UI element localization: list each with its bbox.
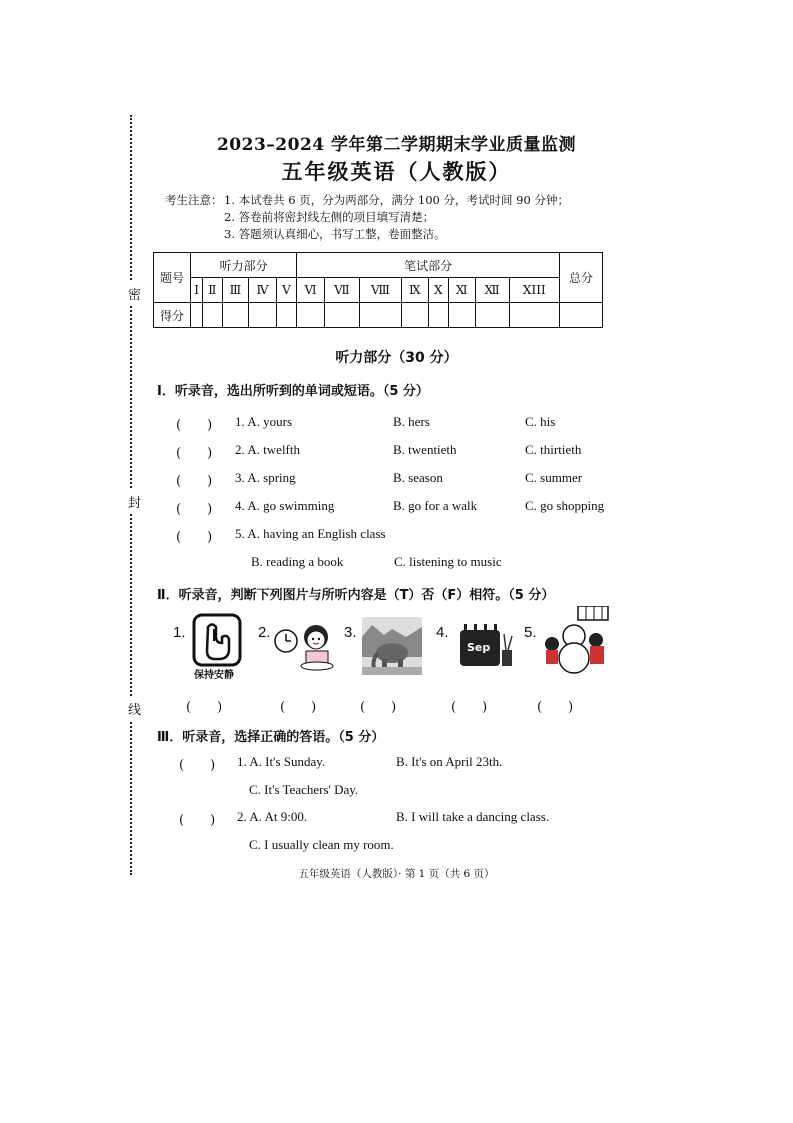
seal-char-xian: 线 xyxy=(128,697,141,720)
total-score-cell[interactable] xyxy=(560,303,603,328)
page-footer: 五年级英语（人教版）· 第 1 页（共 6 页） xyxy=(298,868,495,880)
writing-part-header: 笔试部分 xyxy=(297,253,560,278)
pic-number-1: 1. xyxy=(173,624,186,641)
col-3: Ⅲ xyxy=(222,278,249,303)
col-1: Ⅰ xyxy=(191,278,203,303)
col-2: Ⅱ xyxy=(203,278,222,303)
score-cell[interactable] xyxy=(222,303,249,328)
col-9: Ⅸ xyxy=(402,278,429,303)
quiet-sign-image xyxy=(190,613,244,683)
score-cell[interactable] xyxy=(428,303,448,328)
q3-item1-option-c: C. It's Teachers' Day. xyxy=(249,782,359,797)
exam-title: 2023–2024 学年第二学期期末学业质量监测 xyxy=(216,135,577,155)
score-cell[interactable] xyxy=(249,303,277,328)
q3-item2-option-a: 2. A. At 9:00. xyxy=(237,809,308,824)
q1-item1-option-a: 1. A. yours xyxy=(235,414,293,429)
score-cell[interactable] xyxy=(448,303,475,328)
score-table xyxy=(153,252,603,328)
answer-paren[interactable]: ( ) xyxy=(451,700,488,715)
notice-1: 1. 本试卷共 6 页，分为两部分，满分 100 分，考试时间 90 分钟； xyxy=(224,193,569,207)
score-cell[interactable] xyxy=(324,303,359,328)
q1-item1-option-c: C. his xyxy=(525,414,556,429)
q1-heading: Ⅰ．听录音，选出所听到的单词或短语。（5 分） xyxy=(157,384,429,399)
answer-paren[interactable]: ( ) xyxy=(179,813,216,828)
q3-item1-option-a: 1. A. It's Sunday. xyxy=(237,754,326,769)
q3-item2-option-b: B. I will take a dancing class. xyxy=(396,809,550,824)
children-snowman-image xyxy=(538,606,610,674)
col-10: Ⅹ xyxy=(428,278,448,303)
pic-number-4: 4. xyxy=(436,624,449,641)
q1-item2-option-b: B. twentieth xyxy=(393,442,457,457)
score-cell[interactable] xyxy=(276,303,296,328)
q1-item3-option-b: B. season xyxy=(393,470,443,485)
notice-3: 3. 答题须认真细心，书写工整，卷面整洁。 xyxy=(224,227,446,241)
score-cell[interactable] xyxy=(509,303,559,328)
q1-item2-option-c: C. thirtieth xyxy=(525,442,582,457)
listening-section-title: 听力部分（30 分） xyxy=(335,350,458,366)
notice-2: 2. 答卷前将密封线左侧的项目填写清楚； xyxy=(224,210,435,224)
col-12: Ⅻ xyxy=(475,278,509,303)
col-11: Ⅺ xyxy=(448,278,475,303)
elephant-scene-image xyxy=(362,617,422,675)
score-cell[interactable] xyxy=(297,303,325,328)
listening-part-header: 听力部分 xyxy=(191,253,297,278)
answer-paren[interactable]: ( ) xyxy=(179,758,216,773)
q1-item4-option-b: B. go for a walk xyxy=(393,498,478,513)
answer-paren[interactable]: ( ) xyxy=(537,700,574,715)
pic-number-3: 3. xyxy=(344,624,357,641)
score-cell[interactable] xyxy=(359,303,401,328)
row-label-score: 得分 xyxy=(154,303,191,328)
q1-item3-option-a: 3. A. spring xyxy=(235,470,296,485)
calendar-image xyxy=(454,620,516,670)
score-cell[interactable] xyxy=(203,303,222,328)
q1-item4-option-c: C. go shopping xyxy=(525,498,605,513)
col-6: Ⅵ xyxy=(297,278,325,303)
q1-item5-option-a: 5. A. having an English class xyxy=(235,526,386,541)
seal-char-feng: 封 xyxy=(128,490,141,513)
answer-paren[interactable]: ( ) xyxy=(176,418,213,433)
pic-number-2: 2. xyxy=(258,624,271,641)
score-cell[interactable] xyxy=(402,303,429,328)
row-label-question-number: 题号 xyxy=(154,253,191,303)
quiet-sign-text: 保持安静 xyxy=(194,670,234,681)
answer-paren[interactable]: ( ) xyxy=(176,446,213,461)
col-5: Ⅴ xyxy=(276,278,296,303)
col-4: Ⅳ xyxy=(249,278,277,303)
q1-item4-option-a: 4. A. go swimming xyxy=(235,498,335,513)
col-8: Ⅷ xyxy=(359,278,401,303)
q3-item2-option-c: C. I usually clean my room. xyxy=(249,837,394,852)
col-13: XIII xyxy=(509,278,559,303)
q3-item1-option-b: B. It's on April 23th. xyxy=(396,754,503,769)
exam-subtitle: 五年级英语（人教版） xyxy=(281,159,512,184)
total-score-header: 总分 xyxy=(560,253,603,303)
girl-eating-breakfast-image xyxy=(272,615,340,675)
q1-item2-option-a: 2. A. twelfth xyxy=(235,442,300,457)
seal-char-mi: 密 xyxy=(128,282,141,305)
q1-item1-option-b: B. hers xyxy=(393,414,430,429)
quiet-finger-icon xyxy=(190,613,244,669)
score-cell[interactable] xyxy=(191,303,203,328)
q1-item5-option-c: C. listening to music xyxy=(394,554,502,569)
answer-paren[interactable]: ( ) xyxy=(176,474,213,489)
answer-paren[interactable]: ( ) xyxy=(360,700,397,715)
q2-heading: Ⅱ．听录音，判断下列图片与所听内容是（T）否（F）相符。（5 分） xyxy=(157,588,555,603)
col-7: Ⅶ xyxy=(324,278,359,303)
score-cell[interactable] xyxy=(475,303,509,328)
q1-item3-option-c: C. summer xyxy=(525,470,583,485)
q1-item5-option-b: B. reading a book xyxy=(251,554,344,569)
q3-heading: Ⅲ．听录音，选择正确的答语。（5 分） xyxy=(157,730,385,745)
answer-paren[interactable]: ( ) xyxy=(280,700,317,715)
answer-paren[interactable]: ( ) xyxy=(186,700,223,715)
answer-paren[interactable]: ( ) xyxy=(176,502,213,517)
calendar-month-label: Sep xyxy=(467,641,491,654)
answer-paren[interactable]: ( ) xyxy=(176,530,213,545)
pic-number-5: 5. xyxy=(524,624,537,641)
notice-label: 考生注意： xyxy=(165,193,223,207)
